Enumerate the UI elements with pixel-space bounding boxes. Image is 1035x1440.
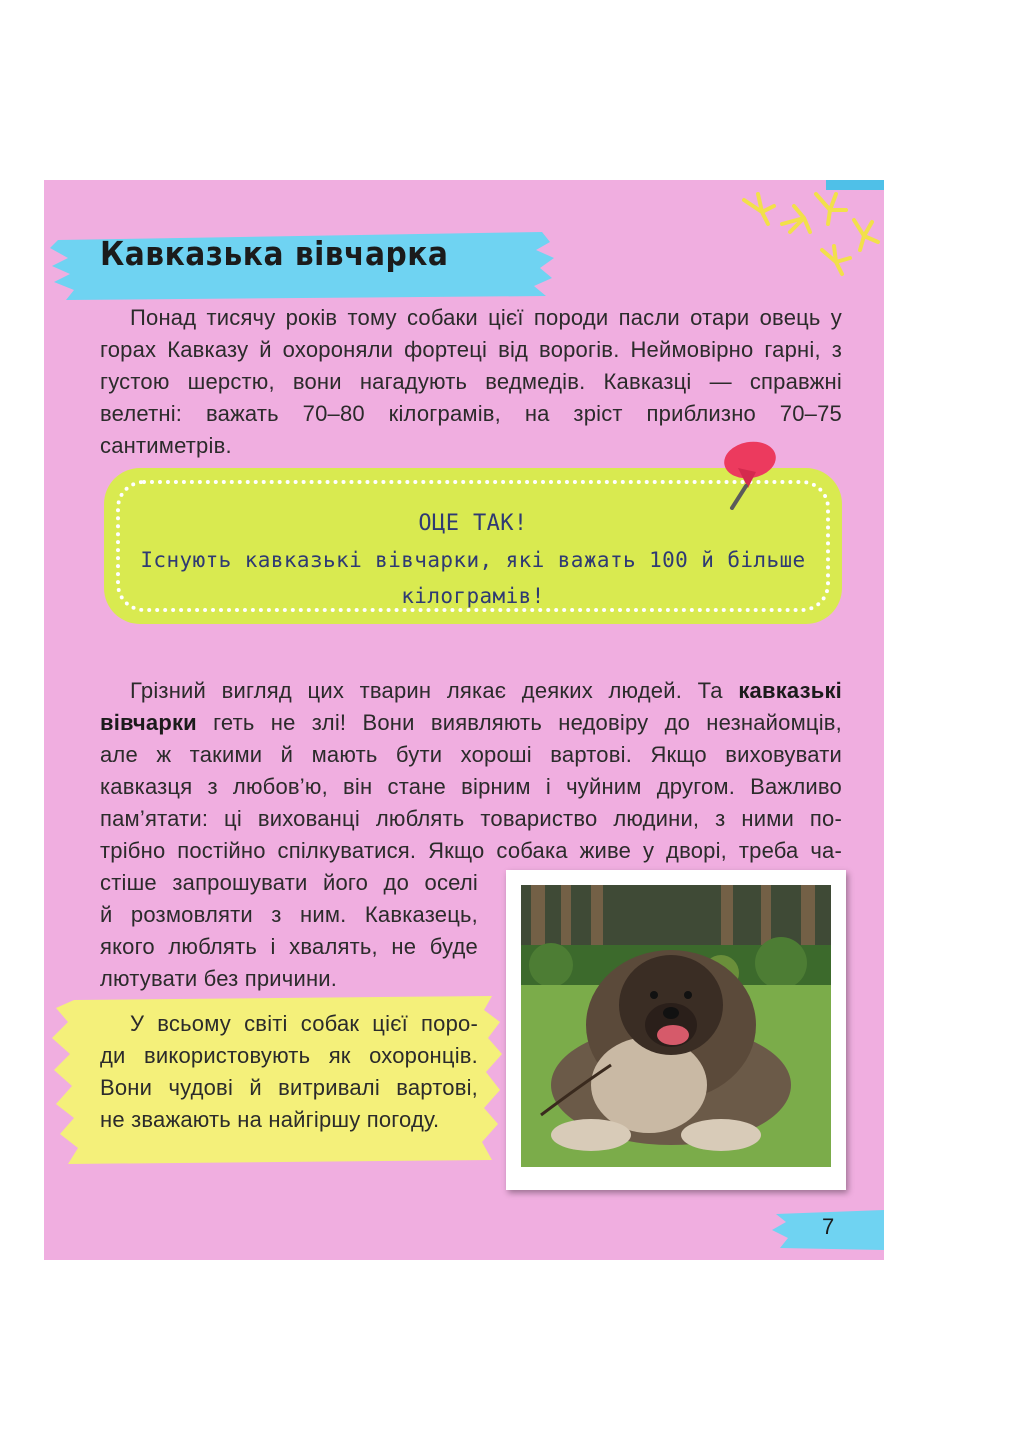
title-banner (44, 228, 564, 308)
main-line-6: трібно постійно спілкуватися. Якщо собака живе у дворі, треба ча- (100, 838, 842, 863)
callout-heading: ОЦЕ ТАК! (418, 511, 528, 536)
dog-photo (521, 885, 831, 1167)
photo-frame (506, 870, 846, 1190)
note-line-3: Вони чудові й витривалі вартові, (100, 1075, 478, 1100)
note-line-2: ди використовують як охоронців. (100, 1043, 478, 1068)
bold-term: вівчарки (100, 710, 197, 735)
main-line-4: кавказця з любов’ю, він стане вірним і чуйним другом. Важливо (100, 774, 842, 799)
page-title: Кавказька вівчарка (100, 234, 449, 273)
callout-text: Існують кавказькі вівчарки, які важать 100 й більше кілограмів! (140, 548, 806, 608)
bold-term: кавказькі (738, 678, 842, 703)
book-page (44, 180, 884, 1260)
page-number-tab (766, 1208, 884, 1252)
main-text: Грізний вигляд цих тварин лякає деяких людей. Та (130, 678, 739, 703)
main-line-1 (100, 675, 842, 707)
main-line-3: але ж такими й мають бути хороші вартові. Якщо виховувати (100, 742, 842, 767)
pushpin-icon (712, 438, 782, 510)
note-line-4: не зважають на найгіршу погоду. (100, 1107, 440, 1132)
intro-paragraph: Понад тисячу років тому собаки цієї породи пасли отари овець у горах Кавказу й охороняли фортеці від ворогів. Неймовірно гарні, з густою шерстю, вони нагадують ведмедів. Кавказці — справжні велетні: важать 70–80 кілограмів, на зріст приблизно 70–75 сантиметрів. (100, 305, 842, 458)
main-line-7: стіше запрошувати його до оселі (100, 870, 478, 895)
callout-content (134, 506, 812, 614)
dog-illustration (521, 885, 831, 1167)
note-line-1: У всьому світі собак цієї поро- (130, 1011, 478, 1036)
main-text: геть не злі! Вони виявляють недовіру до незнайомців, (196, 710, 842, 735)
main-line-8: й розмовляти з ним. Кавказець, (100, 902, 478, 927)
main-line-9: якого люблять і хвалять, не буде (100, 934, 478, 959)
sidebar-note (100, 1008, 478, 1136)
main-line-10: лютувати без причини. (100, 966, 338, 991)
page-number: 7 (822, 1214, 835, 1239)
bird-footprints-decoration (704, 180, 884, 300)
main-line-2 (100, 707, 842, 739)
main-line-5: пам’ятати: ці вихованці люблять товариство людини, з ними по- (100, 806, 842, 831)
